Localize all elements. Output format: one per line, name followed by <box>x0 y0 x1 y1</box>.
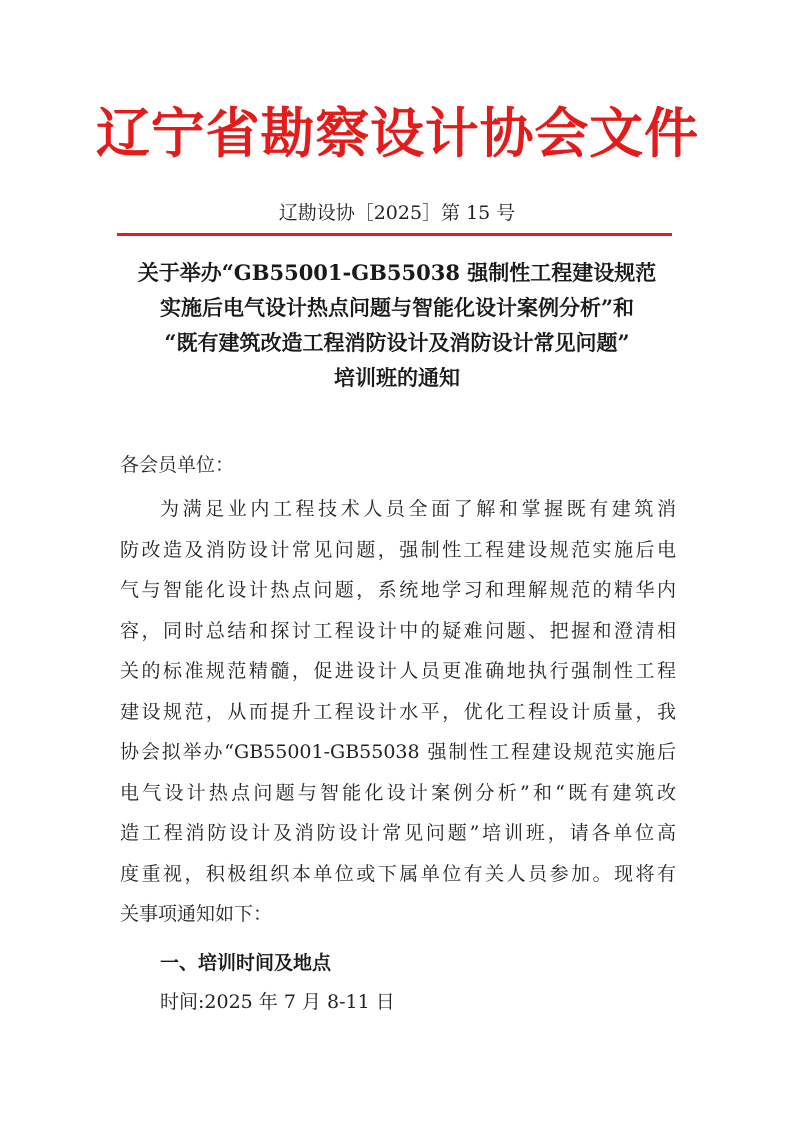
document-title <box>100 255 694 395</box>
document-masthead <box>96 92 698 174</box>
body-line: 协会拟举办“GB55001-GB55038 强制性工程建设规范实施后 <box>120 741 676 763</box>
body-line: 度重视，积极组织本单位或下属单位有关人员参加。现将有 <box>120 862 676 885</box>
masthead-char: 省 <box>205 101 260 165</box>
body-line: 气与智能化设计热点问题，系统地学习和理解规范的精华内 <box>120 579 676 601</box>
section-heading: 一、培训时间及地点 <box>160 952 332 974</box>
masthead-char: 宁 <box>150 101 205 165</box>
body-paragraph <box>120 489 676 935</box>
masthead-char: 辽 <box>96 101 150 165</box>
document-number: 辽勘设协［2025］第 15 号 <box>278 202 516 224</box>
masthead-char: 件 <box>643 101 698 165</box>
red-divider-line <box>117 233 672 236</box>
body-line: 关的标准规范精髓，促进设计人员更准确地执行强制性工程 <box>120 660 676 682</box>
body-line: 关事项通知如下： <box>120 903 273 925</box>
body-line: 为满足业内工程技术人员全面了解和掌握既有建筑消 <box>160 498 676 520</box>
masthead-char: 察 <box>315 101 370 165</box>
masthead-char: 计 <box>424 101 479 165</box>
training-time: 时间:2025 年 7 月 8-11 日 <box>160 991 395 1013</box>
body-line: 防改造及消防设计常见问题，强制性工程建设规范实施后电 <box>120 538 676 561</box>
body-line: 造工程消防设计及消防设计常见问题”培训班，请各单位高 <box>120 822 676 844</box>
masthead-char: 协 <box>479 101 534 165</box>
body-line: 电气设计热点问题与智能化设计案例分析”和“既有建筑改 <box>120 781 676 804</box>
masthead-char: 会 <box>534 101 589 165</box>
masthead-char: 设 <box>369 101 424 165</box>
body-line: 建设规范，从而提升工程设计水平，优化工程设计质量，我 <box>120 700 676 723</box>
title-line: “既有建筑改造工程消防设计及消防设计常见问题” <box>164 330 630 355</box>
title-line: 关于举办“GB55001-GB55038 强制性工程建设规范 <box>137 260 657 285</box>
body-line: 容，同时总结和探讨工程设计中的疑难问题、把握和澄清相 <box>120 619 676 642</box>
title-line: 实施后电气设计热点问题与智能化设计案例分析”和 <box>159 295 635 320</box>
masthead-char: 文 <box>589 101 644 165</box>
masthead-char: 勘 <box>260 101 315 165</box>
title-line: 培训班的通知 <box>334 365 460 390</box>
salutation: 各会员单位： <box>120 454 235 476</box>
